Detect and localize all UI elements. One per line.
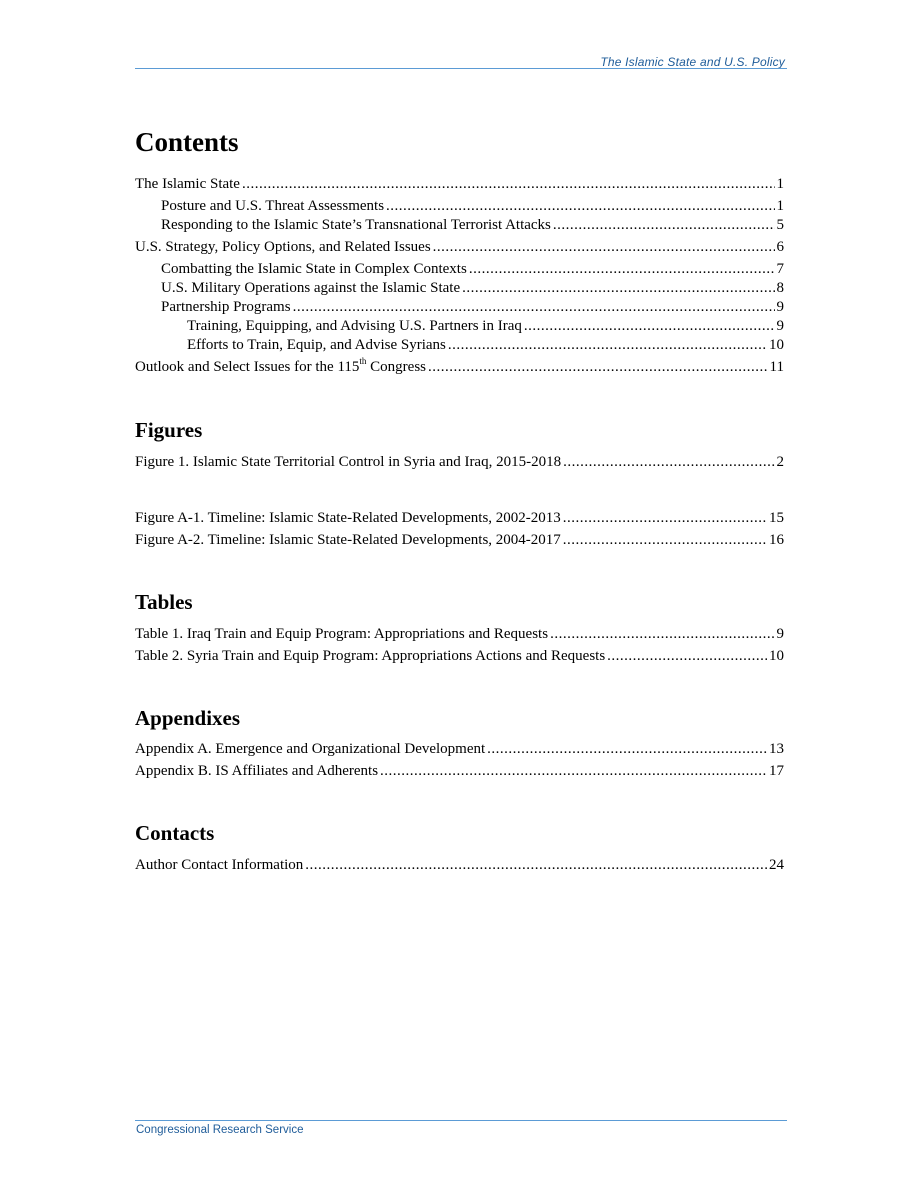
toc-entry-text: Combatting the Islamic State in Complex Contexts [161, 261, 467, 277]
dot-leader [550, 624, 774, 644]
toc-page-number: 8 [776, 280, 784, 296]
contents-heading: Contents [135, 127, 239, 157]
toc-entry-figure-1[interactable] [135, 452, 784, 472]
dot-leader [433, 237, 775, 257]
toc-entry-text: Appendix A. Emergence and Organizational Development [135, 741, 486, 757]
toc-entry-text: U.S. Military Operations against the Islamic State [161, 280, 461, 296]
toc-entry-figure-a1[interactable] [135, 508, 784, 528]
toc-entry-text: Figure A-1. Timeline: Islamic State-Related Developments, 2002-2013 [135, 510, 561, 526]
dot-leader [380, 761, 767, 781]
toc-page-number: 11 [769, 359, 784, 375]
toc-page-number: 1 [776, 198, 784, 214]
dot-leader [553, 215, 775, 235]
contacts-heading: Contacts [135, 821, 215, 845]
dot-leader [305, 855, 767, 875]
toc-page-number: 9 [776, 299, 784, 315]
toc-entry-text: Posture and U.S. Threat Assessments [161, 198, 385, 214]
toc-entry-appendix-b[interactable] [135, 761, 784, 781]
toc-entry-outlook[interactable] [135, 357, 784, 377]
toc-entry-text: The Islamic State [135, 176, 240, 192]
footer-organization: Congressional Research Service [136, 1124, 304, 1136]
toc-entry-text: Figure 1. Islamic State Territorial Control in Syria and Iraq, 2015-2018 [135, 454, 562, 470]
toc-entry-partnership-programs[interactable] [161, 297, 784, 317]
toc-page-number: 10 [769, 648, 784, 664]
toc-entry-text: Efforts to Train, Equip, and Advise Syrians [187, 337, 446, 353]
toc-page-number: 6 [776, 239, 784, 255]
toc-page-number: 2 [776, 454, 784, 470]
toc-page-number: 15 [769, 510, 784, 526]
toc-entry-text: Training, Equipping, and Advising U.S. Partners in Iraq [187, 318, 522, 334]
tables-heading: Tables [135, 590, 193, 614]
appendixes-heading: Appendixes [135, 706, 241, 730]
toc-entry-text: U.S. Strategy, Policy Options, and Related Issues [135, 239, 431, 255]
toc-entry-text [135, 357, 426, 377]
toc-entry-us-strategy[interactable] [135, 237, 784, 257]
toc-entry-complex-contexts[interactable] [161, 259, 784, 279]
dot-leader [487, 739, 767, 759]
figures-heading: Figures [135, 418, 203, 442]
toc-entry-text-before: Outlook and Select Issues for the 115 [135, 359, 360, 375]
toc-entry-syrians[interactable] [187, 335, 784, 355]
dot-leader [524, 316, 775, 336]
dot-leader [448, 335, 767, 355]
dot-leader [563, 452, 774, 472]
toc-page-number: 9 [776, 626, 784, 642]
toc-entry-figure-a2[interactable] [135, 530, 784, 550]
toc-page-number: 13 [769, 741, 784, 757]
toc-entry-appendix-a[interactable] [135, 739, 784, 759]
toc-page-number: 10 [769, 337, 784, 353]
toc-entry-table-1[interactable] [135, 624, 784, 644]
toc-entry-text-after: Congress [366, 359, 427, 375]
toc-page-number: 24 [769, 857, 784, 873]
toc-entry-military-operations[interactable] [161, 278, 784, 298]
header-divider [135, 68, 787, 69]
dot-leader [563, 508, 767, 528]
dot-leader [607, 646, 767, 666]
dot-leader [469, 259, 775, 279]
toc-entry-table-2[interactable] [135, 646, 784, 666]
toc-page-number: 7 [776, 261, 784, 277]
toc-page-number: 17 [769, 763, 784, 779]
toc-entry-the-islamic-state[interactable] [135, 174, 784, 194]
dot-leader [462, 278, 774, 298]
toc-entry-text: Table 1. Iraq Train and Equip Program: Appropriations and Requests [135, 626, 549, 642]
dot-leader [563, 530, 767, 550]
toc-entry-iraq-partners[interactable] [187, 316, 784, 336]
toc-entry-text: Table 2. Syria Train and Equip Program: Appropriations Actions and Requests [135, 648, 606, 664]
dot-leader [293, 297, 775, 317]
toc-entry-text: Responding to the Islamic State’s Transnational Terrorist Attacks [161, 217, 551, 233]
toc-entry-author-contact[interactable] [135, 855, 784, 875]
toc-entry-text: Partnership Programs [161, 299, 291, 315]
ordinal-suffix: th [359, 356, 367, 366]
toc-page-number: 16 [769, 532, 784, 548]
footer-divider [135, 1120, 787, 1121]
dot-leader [386, 196, 774, 216]
toc-entry-posture-threat-assessments[interactable] [161, 196, 784, 216]
toc-entry-text: Appendix B. IS Affiliates and Adherents [135, 763, 379, 779]
running-header-title: The Islamic State and U.S. Policy [600, 55, 785, 69]
toc-entry-text: Figure A-2. Timeline: Islamic State-Related Developments, 2004-2017 [135, 532, 561, 548]
toc-page-number: 1 [776, 176, 784, 192]
dot-leader [428, 357, 768, 377]
toc-page-number: 5 [776, 217, 784, 233]
toc-entry-transnational-attacks[interactable] [161, 215, 784, 235]
toc-page-number: 9 [776, 318, 784, 334]
dot-leader [242, 174, 775, 194]
toc-entry-text: Author Contact Information [135, 857, 304, 873]
